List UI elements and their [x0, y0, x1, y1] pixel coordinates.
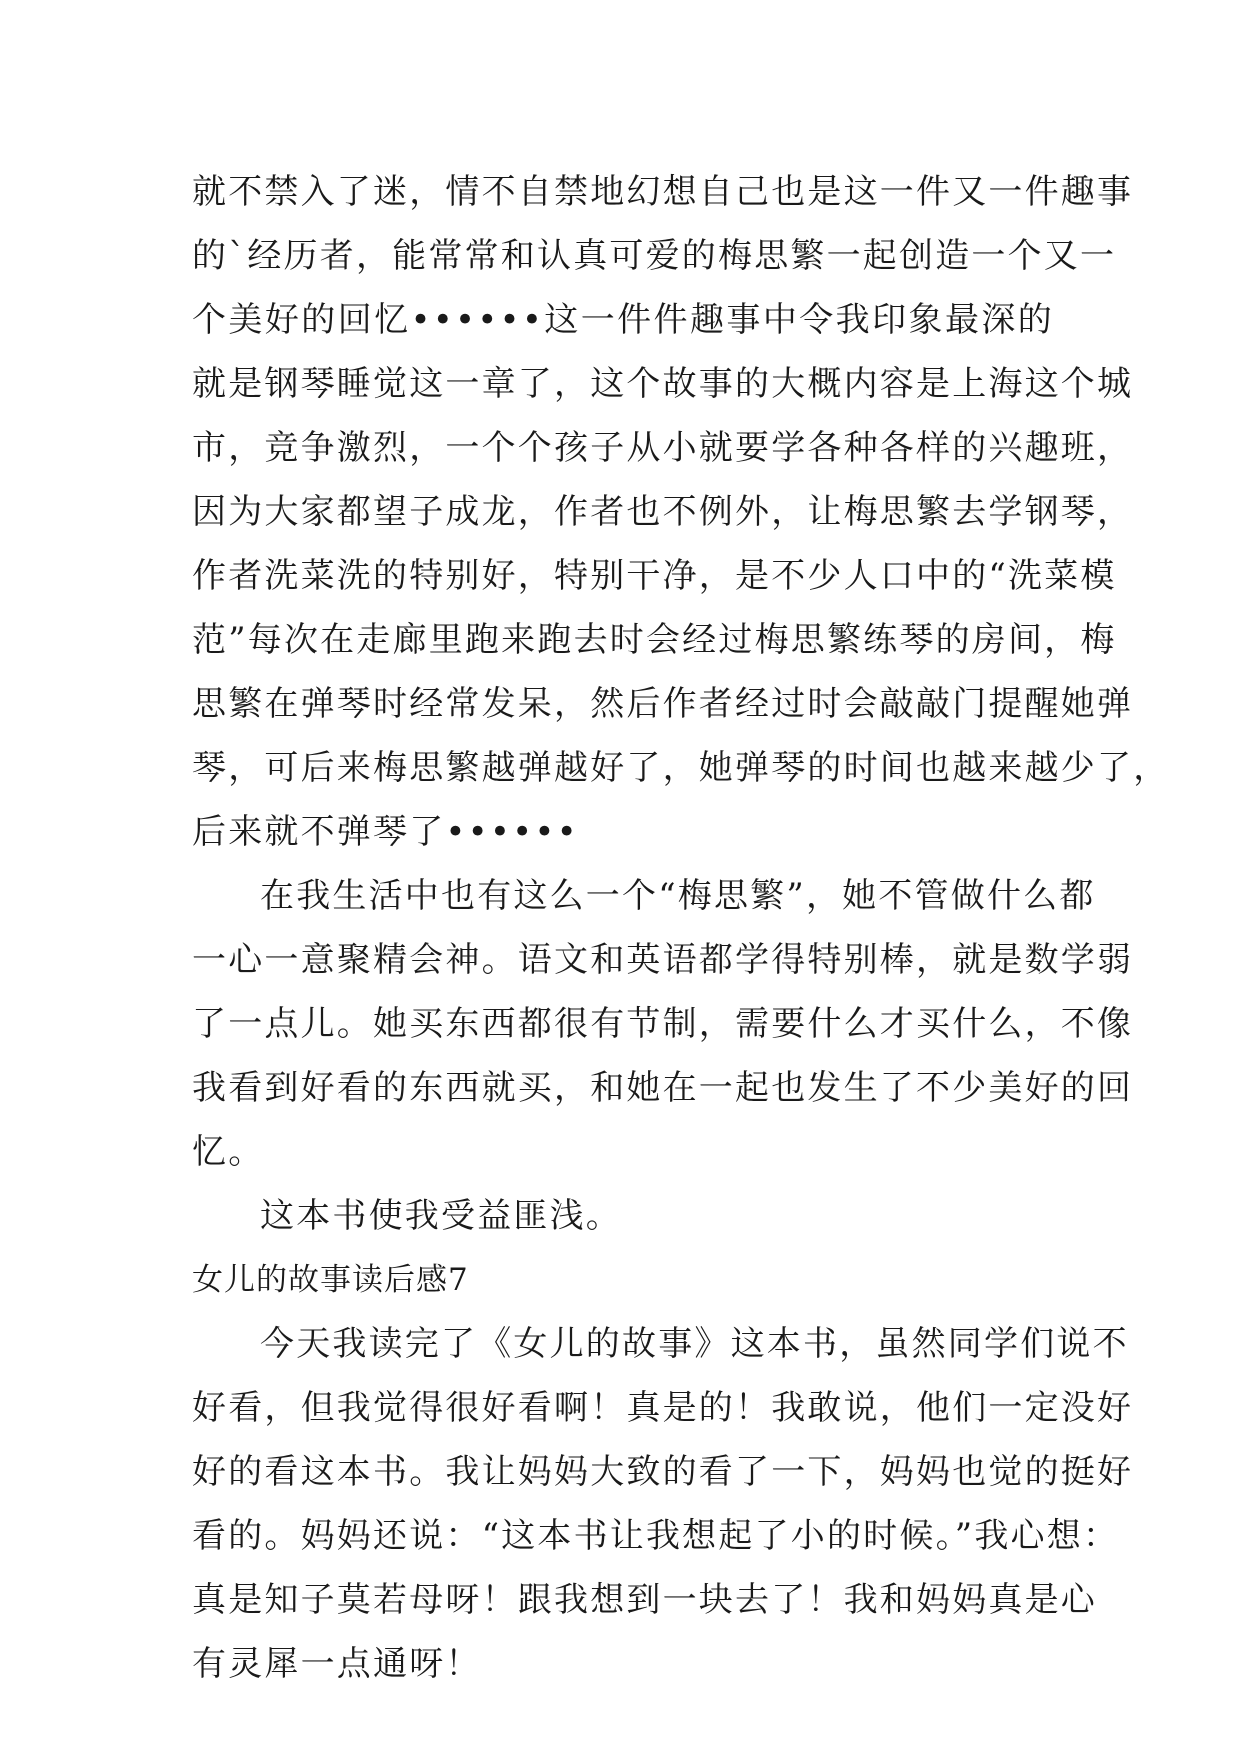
text-line: 市，竞争激烈，一个个孩子从小就要学各种各样的兴趣班， — [192, 428, 1134, 468]
text-line: 了一点儿。她买东西都很有节制，需要什么才买什么，不像 — [192, 1004, 1134, 1044]
paragraph-first-line: 今天我读完了《女儿的故事》这本书，虽然同学们说不 — [260, 1324, 1129, 1364]
text-line: 有灵犀一点通呀！ — [192, 1644, 482, 1684]
text-line: 因为大家都望子成龙，作者也不例外，让梅思繁去学钢琴， — [192, 492, 1134, 532]
text-line: 琴，可后来梅思繁越弹越好了，她弹琴的时间也越来越少了， — [192, 748, 1170, 788]
paragraph-first-line: 在我生活中也有这么一个“梅思繁”，她不管做什么都 — [260, 876, 1096, 916]
text-line: 范”每次在走廊里跑来跑去时会经过梅思繁练琴的房间，梅 — [192, 620, 1117, 660]
document-body — [192, 160, 1170, 1696]
text-line: 就不禁入了迷，情不自禁地幻想自己也是这一件又一件趣事 — [192, 172, 1134, 212]
text-line: 后来就不弹琴了•••••• — [192, 812, 579, 852]
text-line: 看的。妈妈还说：“这本书让我想起了小的时候。”我心想： — [192, 1516, 1120, 1556]
text-line: 就是钢琴睡觉这一章了，这个故事的大概内容是上海这个城 — [192, 364, 1134, 404]
text-line: 的`经历者，能常常和认真可爱的梅思繁一起创造一个又一 — [192, 236, 1117, 276]
text-line: 好的看这本书。我让妈妈大致的看了一下，妈妈也觉的挺好 — [192, 1452, 1134, 1492]
text-line: 作者洗菜洗的特别好，特别干净，是不少人口中的“洗菜模 — [192, 556, 1117, 596]
text-line: 思繁在弹琴时经常发呆，然后作者经过时会敲敲门提醒她弹 — [192, 684, 1134, 724]
paragraph-first-line: 这本书使我受益匪浅。 — [260, 1196, 622, 1236]
text-line: 好看，但我觉得很好看啊！真是的！我敢说，他们一定没好 — [192, 1388, 1134, 1428]
text-line: 个美好的回忆••••••这一件件趣事中令我印象最深的 — [192, 300, 1054, 340]
text-line: 忆。 — [192, 1132, 265, 1172]
section-heading: 女儿的故事读后感7 — [192, 1262, 469, 1298]
text-line: 一心一意聚精会神。语文和英语都学得特别棒，就是数学弱 — [192, 940, 1134, 980]
text-line: 我看到好看的东西就买，和她在一起也发生了不少美好的回 — [192, 1068, 1134, 1108]
text-line: 真是知子莫若母呀！跟我想到一块去了！我和妈妈真是心 — [192, 1580, 1097, 1620]
